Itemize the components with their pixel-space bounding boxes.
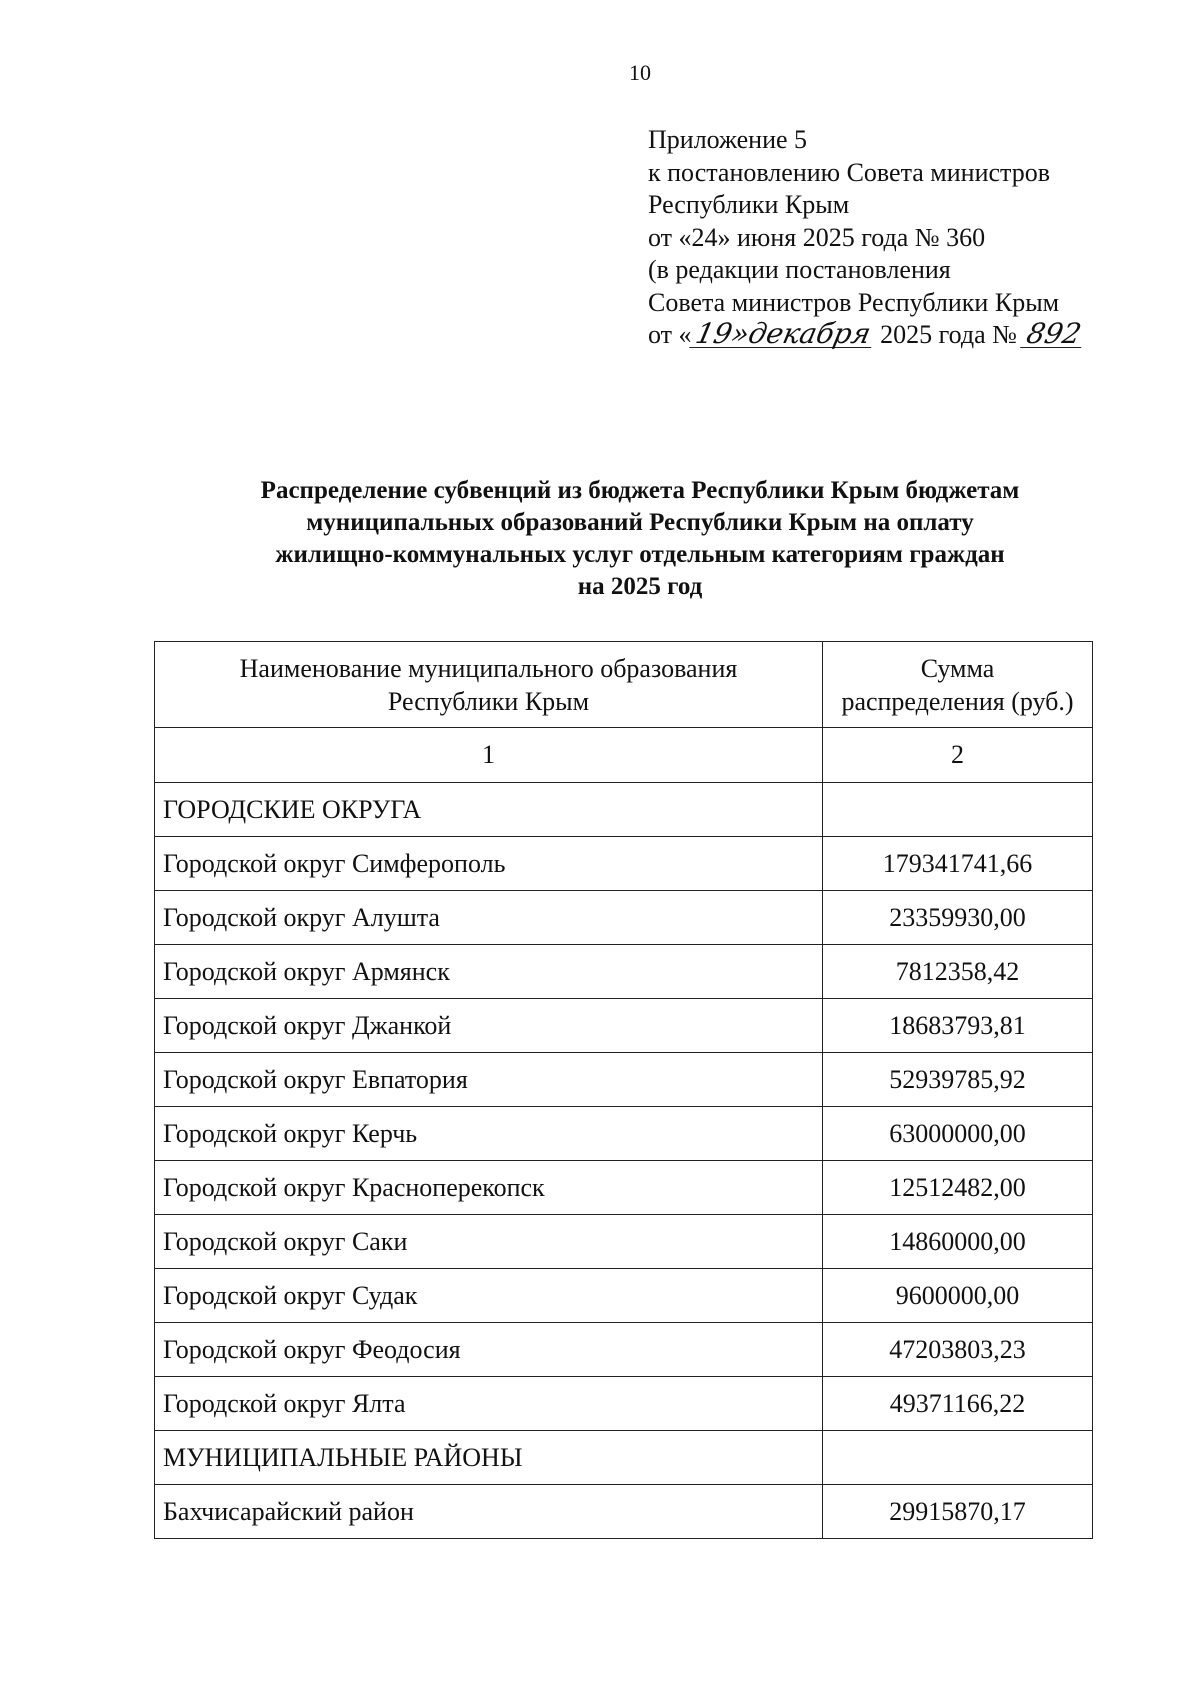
municipality-name-cell: Городской округ Судак <box>155 1269 823 1323</box>
municipality-name-cell: Городской округ Симферополь <box>155 837 823 891</box>
column-number-row <box>155 728 1093 783</box>
municipality-name-cell: Городской округ Джанкой <box>155 999 823 1053</box>
column-number-cell: 2 <box>823 728 1093 783</box>
annex-line: Совета министров Республики Крым <box>648 287 1060 317</box>
column-number-cell: 1 <box>155 728 823 783</box>
handwritten-day: 19 <box>692 317 735 350</box>
table-row <box>155 1431 1093 1485</box>
header-sum-line: распределения (руб.) <box>841 686 1074 716</box>
amount-cell: 23359930,00 <box>823 891 1093 945</box>
header-name-line: Республики Крым <box>387 686 590 716</box>
table-row <box>155 1485 1093 1539</box>
annex-text: от « <box>648 320 692 349</box>
amount-cell: 29915870,17 <box>823 1485 1093 1539</box>
annex-line: к постановлению Совета министров <box>648 157 1050 187</box>
amount-cell: 7812358,42 <box>823 945 1093 999</box>
annex-block <box>648 124 1085 352</box>
table-row <box>155 1107 1093 1161</box>
title-line: Распределение субвенций из бюджета Республики Крым бюджетам <box>260 477 1020 504</box>
amount-cell: 9600000,00 <box>823 1269 1093 1323</box>
amount-cell: 18683793,81 <box>823 999 1093 1053</box>
annex-text: 2025 года № <box>873 320 1024 349</box>
annex-line: от «24» июня 2025 года № 360 <box>648 222 986 252</box>
table-row <box>155 1161 1093 1215</box>
title-line: жилищно-коммунальных услуг отдельным категориям граждан <box>275 541 1005 568</box>
document-title <box>150 475 1130 603</box>
annex-line: Республики Крым <box>648 190 850 219</box>
municipality-name-cell: Городской округ Саки <box>155 1215 823 1269</box>
table-row <box>155 837 1093 891</box>
header-sum-line: Сумма <box>920 653 995 683</box>
header-sum-cell <box>823 642 1093 728</box>
handwritten-month: декабря <box>745 317 874 350</box>
quote-close: » <box>727 317 753 350</box>
amount-cell <box>823 1431 1093 1485</box>
table-row <box>155 1215 1093 1269</box>
municipality-name-cell: МУНИЦИПАЛЬНЫЕ РАЙОНЫ <box>155 1431 823 1485</box>
amount-cell: 12512482,00 <box>823 1161 1093 1215</box>
table-row <box>155 1377 1093 1431</box>
amount-cell: 63000000,00 <box>823 1107 1093 1161</box>
amount-cell: 52939785,92 <box>823 1053 1093 1107</box>
municipality-name-cell: Городской округ Евпатория <box>155 1053 823 1107</box>
amount-cell: 47203803,23 <box>823 1323 1093 1377</box>
table-row <box>155 999 1093 1053</box>
municipality-name-cell: Бахчисарайский район <box>155 1485 823 1539</box>
header-name-cell <box>155 642 823 728</box>
municipality-name-cell: Городской округ Красноперекопск <box>155 1161 823 1215</box>
table-row <box>155 891 1093 945</box>
annex-line: Приложение 5 <box>648 125 808 154</box>
handwritten-number: 892 <box>1021 321 1088 348</box>
municipality-name-cell: Городской округ Алушта <box>155 891 823 945</box>
amount-cell: 179341741,66 <box>823 837 1093 891</box>
table-row <box>155 1269 1093 1323</box>
header-name-line: Наименование муниципального образования <box>239 653 738 683</box>
annex-amendment-line <box>648 319 1085 352</box>
table-row <box>155 945 1093 999</box>
table-header-row <box>155 642 1093 728</box>
handwritten-date <box>689 317 877 350</box>
annex-line: (в редакции постановления <box>648 255 951 284</box>
amount-cell: 14860000,00 <box>823 1215 1093 1269</box>
municipality-name-cell: ГОРОДСКИЕ ОКРУГА <box>155 783 823 837</box>
title-line: муниципальных образований Республики Крым на оплату <box>306 509 974 536</box>
table-row <box>155 1053 1093 1107</box>
table-row <box>155 783 1093 837</box>
table-row <box>155 1323 1093 1377</box>
amount-cell <box>823 783 1093 837</box>
distribution-table <box>154 641 1093 1539</box>
page-number: 10 <box>629 60 651 85</box>
municipality-name-cell: Городской округ Армянск <box>155 945 823 999</box>
municipality-name-cell: Городской округ Ялта <box>155 1377 823 1431</box>
title-line: на 2025 год <box>577 573 703 600</box>
municipality-name-cell: Городской округ Феодосия <box>155 1323 823 1377</box>
amount-cell: 49371166,22 <box>823 1377 1093 1431</box>
municipality-name-cell: Городской округ Керчь <box>155 1107 823 1161</box>
